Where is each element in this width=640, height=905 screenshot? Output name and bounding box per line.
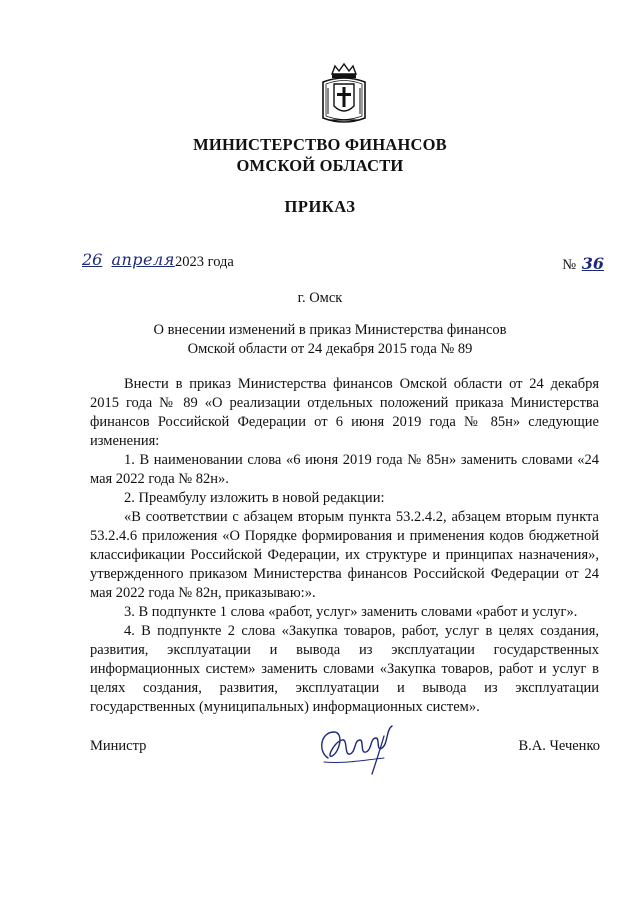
handwritten-signature-icon [314,718,404,778]
ministry-line-2: ОМСКОЙ ОБЛАСТИ [236,156,404,175]
ministry-header [0,134,640,176]
date-number-row [82,250,604,278]
coat-of-arms-icon [319,62,369,126]
body-paragraph: 3. В подпункте 1 слова «работ, услуг» заменить словами «работ и услуг». [124,604,578,620]
signature-block [90,734,600,794]
order-body [90,375,599,717]
date-day: 26 [82,250,103,269]
signer-name: В.А. Чеченко [518,738,600,754]
body-paragraph: 4. В подпункте 2 слова «Закупка товаров, работ, услуг в целях создания, развития, эксплуатации и вывода из эксплуатации государственных информационных систем» заменить словами «Закупка товаров, работ и услуг в целях создания, развития, эксплуатации и вывода из эксплуатации государственных (муниципальных) информационных систем». [90,623,599,715]
ministry-line-1: МИНИСТЕРСТВО ФИНАНСОВ [193,135,447,154]
subject-line-2: Омской области от 24 декабря 2015 года № 89 [187,341,473,357]
body-paragraph: Внести в приказ Министерства финансов Омской области от 24 декабря 2015 года № 89 «О реализации отдельных положений приказа Министерства финансов Российской Федерации от 6 июня 2019 года № 85н» следующие изменения: [90,376,599,449]
city: г. Омск [297,290,343,306]
number-sign: № [562,257,577,273]
body-paragraph: 1. В наименовании слова «6 июня 2019 года № 85н» заменить словами «24 мая 2022 года № 82н». [90,452,599,487]
body-paragraph: «В соответствии с абзацем вторым пункта 53.2.4.2, абзацем вторым пункта 53.2.4.6 приложения «О Порядке формирования и применения кодов бюджетной классификации Российской Федерации, их структуре и принципах назначения», утвержденного приказом Министерства финансов Российской Федерации от 24 мая 2022 года № 82н, приказываю:». [90,509,599,601]
number-handwritten: 36 [581,254,604,273]
subject-line-1: О внесении изменений в приказ Министерства финансов [153,322,507,338]
body-paragraph: 2. Преамбулу изложить в новой редакции: [124,490,385,506]
signer-title: Министр [90,738,147,754]
handwritten-date [82,250,175,269]
date-year: 2023 года [175,254,234,270]
document-type-title: ПРИКАЗ [284,197,356,216]
order-subject [60,321,600,359]
order-number [562,254,604,274]
date-month: апреля [111,250,175,269]
